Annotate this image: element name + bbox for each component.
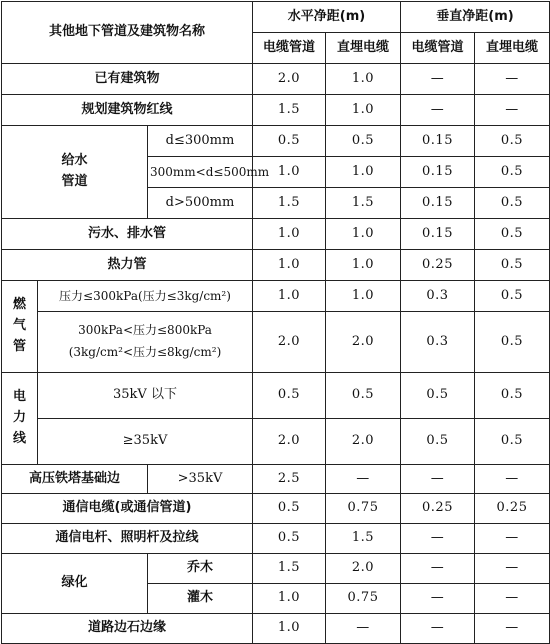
table-row <box>2 373 550 419</box>
table-row <box>2 95 550 126</box>
cell-value: 0.5 <box>475 126 550 157</box>
cell-value: 1.0 <box>326 250 401 281</box>
cell-value: 2.0 <box>326 554 401 584</box>
row-label: 热力管 <box>2 250 253 281</box>
header-h-buried-cable: 直埋电缆 <box>326 33 401 64</box>
cell-value: 0.15 <box>401 126 475 157</box>
row-label: ≥35kV <box>38 419 253 465</box>
cell-value: 1.0 <box>253 281 326 312</box>
cell-value: — <box>401 465 475 494</box>
table-row <box>2 465 550 494</box>
row-label: d≤300mm <box>148 126 253 157</box>
cell-value: — <box>475 584 550 614</box>
table-row <box>2 494 550 524</box>
header-vertical: 垂直净距(m) <box>401 2 550 33</box>
cell-value: 0.5 <box>475 188 550 219</box>
header-h-cable-duct: 电缆管道 <box>253 33 326 64</box>
cell-value: 0.5 <box>475 312 550 373</box>
cell-value: 0.5 <box>326 126 401 157</box>
row-label: 300kPa<压力≤800kPa (3kg/cm²<压力≤8kg/cm²) <box>38 312 253 373</box>
header-v-buried-cable: 直埋电缆 <box>475 33 550 64</box>
row-label: 污水、排水管 <box>2 219 253 250</box>
table-row <box>2 554 550 584</box>
cell-value: — <box>401 64 475 95</box>
cell-value: 2.0 <box>326 419 401 465</box>
cell-value: 2.0 <box>253 64 326 95</box>
cell-value: 1.5 <box>326 524 401 554</box>
cell-value: 1.0 <box>253 219 326 250</box>
cell-value: 0.75 <box>326 584 401 614</box>
cell-value: 1.0 <box>326 64 401 95</box>
cell-value: 0.15 <box>401 219 475 250</box>
cell-value: 0.15 <box>401 157 475 188</box>
cell-value: 2.5 <box>253 465 326 494</box>
cell-value: — <box>326 465 401 494</box>
header-name: 其他地下管道及建筑物名称 <box>2 2 253 64</box>
table-row <box>2 281 550 312</box>
cell-value: 0.5 <box>401 419 475 465</box>
cell-value: — <box>401 584 475 614</box>
row-label: 灌木 <box>148 584 253 614</box>
cell-value: 1.0 <box>326 95 401 126</box>
row-label: 压力≤300kPa(压力≤3kg/cm²) <box>38 281 253 312</box>
group-label-gas: 燃 气 管 <box>2 281 38 373</box>
cell-value: 1.5 <box>326 188 401 219</box>
table-row <box>2 64 550 95</box>
table-row <box>2 524 550 554</box>
cell-value: 1.0 <box>253 157 326 188</box>
cell-value: 1.5 <box>253 95 326 126</box>
row-label: 300mm<d≤500mm <box>148 157 253 188</box>
header-horizontal: 水平净距(m) <box>253 2 401 33</box>
cell-value: 0.5 <box>475 250 550 281</box>
cell-value: — <box>401 554 475 584</box>
cell-value: 0.15 <box>401 188 475 219</box>
cell-value: 1.0 <box>326 281 401 312</box>
table-row <box>2 219 550 250</box>
cell-value: — <box>475 614 550 644</box>
cell-value: 2.0 <box>253 312 326 373</box>
row-label: 乔木 <box>148 554 253 584</box>
cell-value: 0.5 <box>475 219 550 250</box>
cell-value: 0.5 <box>253 494 326 524</box>
table-row <box>2 126 550 157</box>
cell-value: — <box>475 524 550 554</box>
cell-value: — <box>475 64 550 95</box>
cell-value: 1.0 <box>253 614 326 644</box>
row-label: 通信电杆、照明杆及拉线 <box>2 524 253 554</box>
group-label-greening: 绿化 <box>2 554 148 614</box>
cell-value: 1.0 <box>326 157 401 188</box>
cell-value: 1.0 <box>253 250 326 281</box>
group-label-power: 电 力 线 <box>2 373 38 465</box>
cell-value: 2.0 <box>253 419 326 465</box>
cell-value: — <box>401 614 475 644</box>
row-label: 高压铁塔基础边 <box>2 465 148 494</box>
cell-value: 1.0 <box>326 219 401 250</box>
table-row <box>2 312 550 373</box>
cell-value: 2.0 <box>326 312 401 373</box>
cell-value: 0.75 <box>326 494 401 524</box>
cell-value: — <box>401 524 475 554</box>
row-label: 已有建筑物 <box>2 64 253 95</box>
header-v-cable-duct: 电缆管道 <box>401 33 475 64</box>
row-label: 通信电缆(或通信管道) <box>2 494 253 524</box>
cell-value: — <box>326 614 401 644</box>
row-label: 道路边石边缘 <box>2 614 253 644</box>
clearance-table <box>1 1 550 644</box>
cell-value: — <box>475 465 550 494</box>
cell-value: 0.5 <box>475 419 550 465</box>
row-label: 35kV 以下 <box>38 373 253 419</box>
cell-value: 0.25 <box>401 250 475 281</box>
group-label-water: 给水 管道 <box>2 126 148 219</box>
cell-value: 0.5 <box>253 373 326 419</box>
cell-value: 0.5 <box>253 126 326 157</box>
cell-value: 0.5 <box>401 373 475 419</box>
cell-value: 0.5 <box>475 373 550 419</box>
cell-value: 0.5 <box>326 373 401 419</box>
cell-value: 0.5 <box>253 524 326 554</box>
cell-value: 0.25 <box>475 494 550 524</box>
cell-value: 0.5 <box>475 281 550 312</box>
table-row <box>2 419 550 465</box>
cell-value: 0.25 <box>401 494 475 524</box>
cell-value: 0.3 <box>401 281 475 312</box>
cell-value: 1.5 <box>253 188 326 219</box>
cell-value: 1.0 <box>253 584 326 614</box>
cell-value: 1.5 <box>253 554 326 584</box>
row-sublabel: >35kV <box>148 465 253 494</box>
cell-value: — <box>475 554 550 584</box>
row-label: 规划建筑物红线 <box>2 95 253 126</box>
cell-value: 0.3 <box>401 312 475 373</box>
table-row <box>2 250 550 281</box>
cell-value: — <box>401 95 475 126</box>
row-label: d>500mm <box>148 188 253 219</box>
cell-value: — <box>475 95 550 126</box>
cell-value: 0.5 <box>475 157 550 188</box>
